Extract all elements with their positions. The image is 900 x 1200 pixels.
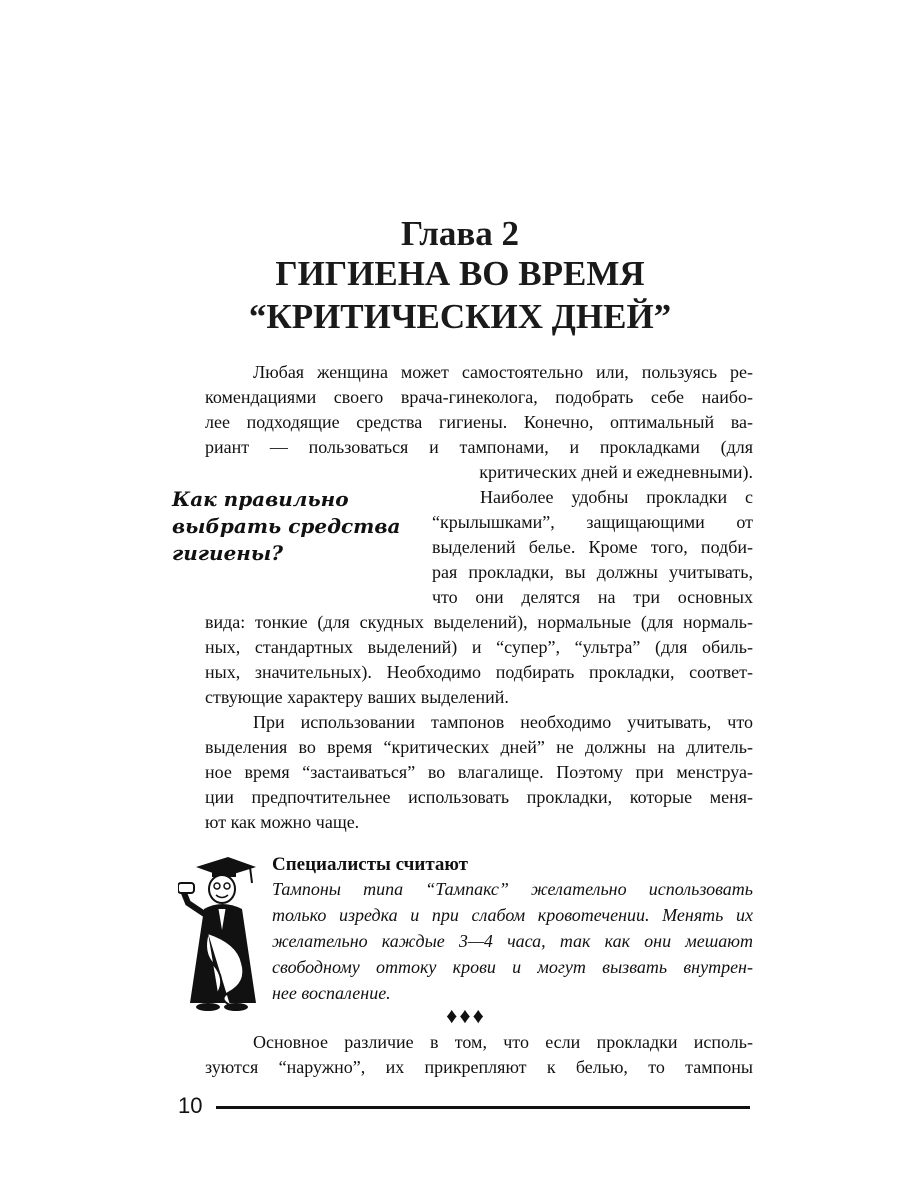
specialists-line: свободному оттоку крови и могут вызвать внутрен- — [272, 957, 753, 977]
text-line: Любая женщина может самостоятельно или, пользуясь ре- — [253, 362, 753, 382]
text-line: лее подходящие средства гигиены. Конечно, оптимальный ва- — [205, 412, 753, 432]
specialists-title: Специалисты считают — [272, 854, 469, 875]
text-line: Основное различие в том, что если прокладки исполь- — [253, 1032, 753, 1052]
text-line: вида: тонкие (для скудных выделений), нормальные (для нормаль- — [205, 612, 753, 632]
text-line: ции предпочтительнее использовать прокладки, которые меня- — [205, 787, 753, 807]
side-heading-line: гигиены? — [172, 541, 283, 565]
chapter-title-line-2: “КРИТИЧЕСКИХ ДНЕЙ” — [248, 297, 672, 336]
specialists-line: желательно каждые 3—4 часа, так как они мешают — [272, 931, 753, 951]
text-line: Наиболее удобны прокладки с — [480, 487, 753, 507]
page-number: 10 — [178, 1093, 203, 1118]
text-line: “крылышками”, защищающими от — [432, 512, 753, 532]
text-line: что они делятся на три основных — [432, 587, 753, 607]
side-heading-line: Как правильно — [172, 487, 349, 511]
section-separator: ♦♦♦ — [446, 1003, 486, 1028]
text-line: зуются “наружно”, их прикрепляют к белью, то тампоны — [205, 1057, 753, 1077]
specialists-line: нее воспаление. — [272, 983, 391, 1003]
text-line: ное время “застаиваться” во влагалище. Поэтому при менструа- — [205, 762, 753, 782]
text-line: критических дней и ежедневными). — [479, 462, 753, 482]
specialists-line: только изредка и при слабом кровотечении. Менять их — [272, 905, 753, 925]
specialists-line: Тампоны типа “Тампакс” желательно использовать — [272, 879, 753, 899]
text-line: выделений белье. Кроме того, подби- — [432, 537, 753, 557]
text-line: ных, стандартных выделений) и “супер”, “ультра” (для обиль- — [205, 637, 753, 657]
side-heading — [172, 486, 412, 567]
text-line: ствующие характеру ваших выделений. — [205, 687, 509, 707]
text-line: При использовании тампонов необходимо учитывать, что — [253, 712, 753, 732]
text-line: выделения во время “критических дней” не должны на длитель- — [205, 737, 753, 757]
side-heading-line: выбрать средства — [172, 514, 401, 538]
professor-illustration — [178, 853, 268, 1013]
text-line: риант — пользоваться и тампонами, и прокладками (для — [205, 437, 753, 457]
text-line: рая прокладки, вы должны учитывать, — [432, 562, 753, 582]
text-line: ют как можно чаще. — [205, 812, 360, 832]
footer-rule — [216, 1106, 750, 1109]
chapter-number: Глава 2 — [400, 214, 520, 253]
chapter-title-line-1: ГИГИЕНА ВО ВРЕМЯ — [275, 254, 645, 293]
text-line: ных, значительных). Необходимо подбирать прокладки, соответ- — [205, 662, 753, 682]
text-line: комендациями своего врача-гинеколога, подобрать себе наибо- — [205, 387, 753, 407]
